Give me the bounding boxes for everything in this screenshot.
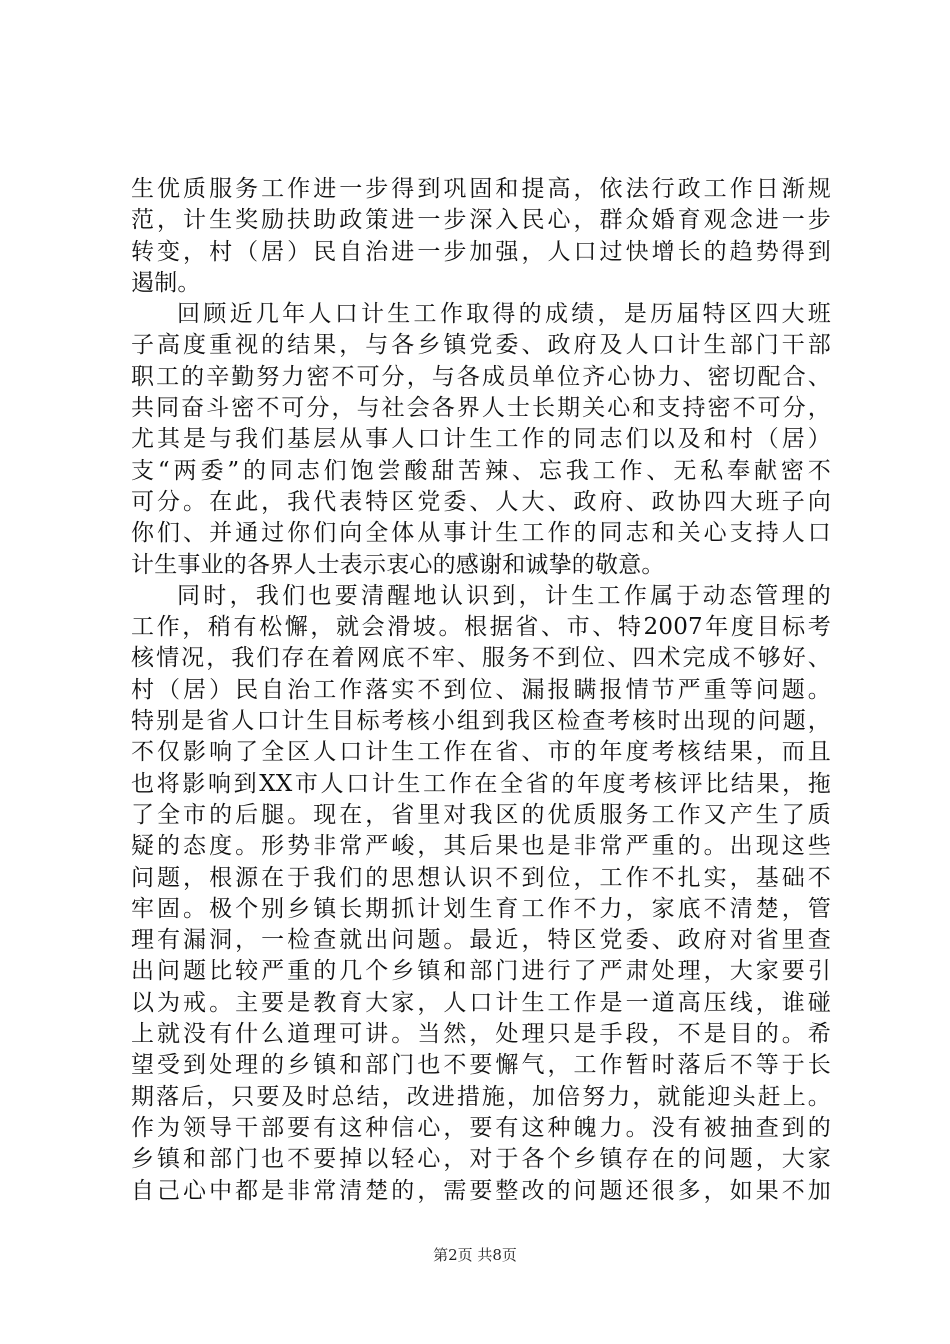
text-line: 同时，我们也要清醒地认识到，计生工作属于动态管理的 (177, 582, 831, 609)
text-line: 你们、并通过你们向全体从事计生工作的同志和关心支持人口 (131, 520, 831, 547)
text-line: 问题，根源在于我们的思想认识不到位，工作不扎实，基础不 (131, 864, 831, 891)
text-line: 村（居）民自治工作落实不到位、漏报瞒报情节严重等问题。 (131, 676, 831, 703)
text-line: 理有漏洞，一检查就出问题。最近，特区党委、政府对省里查 (131, 927, 831, 954)
text-line: 上就没有什么道理可讲。当然，处理只是手段，不是目的。希 (131, 1021, 831, 1048)
text-line: 自己心中都是非常清楚的，需要整改的问题还很多，如果不加 (131, 1177, 831, 1204)
text-line: 遏制。 (131, 269, 201, 296)
text-line: 也将影响到XX市人口计生工作在全省的年度考核评比结果，拖 (131, 770, 831, 797)
text-line: 了全市的后腿。现在，省里对我区的优质服务工作又产生了质 (131, 801, 831, 828)
text-line: 以为戒。主要是教育大家，人口计生工作是一道高压线，谁碰 (131, 989, 831, 1016)
text-line: 乡镇和部门也不要掉以轻心，对于各个乡镇存在的问题，大家 (131, 1146, 831, 1173)
text-line: 计生事业的各界人士表示衷心的感谢和诚挚的敬意。 (131, 551, 665, 578)
text-line: 作为领导干部要有这种信心，要有这种魄力。没有被抽查到的 (131, 1114, 831, 1141)
text-line: 子高度重视的结果，与各乡镇党委、政府及人口计生部门干部 (131, 332, 831, 359)
text-line: 疑的态度。形势非常严峻，其后果也是非常严重的。出现这些 (131, 833, 831, 860)
text-line: 出问题比较严重的几个乡镇和部门进行了严肃处理，大家要引 (131, 958, 831, 985)
body-text (131, 174, 831, 1207)
page-footer: 第2页 共8页 (433, 1246, 517, 1264)
text-line: 望受到处理的乡镇和部门也不要懈气，工作暂时落后不等于长 (131, 1052, 831, 1079)
text-line: 期落后，只要及时总结，改进措施，加倍努力，就能迎头赶上。 (131, 1083, 831, 1110)
text-line: 特别是省人口计生目标考核小组到我区检查考核时出现的问题， (131, 708, 831, 735)
text-line: 生优质服务工作进一步得到巩固和提高，依法行政工作日渐规 (131, 176, 831, 202)
text-line: 回顾近几年人口计生工作取得的成绩，是历届特区四大班 (177, 301, 831, 328)
text-line: 范，计生奖励扶助政策进一步深入民心，群众婚育观念进一步 (131, 207, 831, 234)
text-line: 尤其是与我们基层从事人口计生工作的同志们以及和村（居） (131, 426, 831, 453)
text-line: 转变，村（居）民自治进一步加强，人口过快增长的趋势得到 (131, 238, 831, 265)
text-line: 工作，稍有松懈，就会滑坡。根据省、市、特2007年度目标考 (131, 614, 831, 641)
text-line: 职工的辛勤努力密不可分，与各成员单位齐心协力、密切配合、 (131, 363, 831, 390)
text-line: 支“两委”的同志们饱尝酸甜苦辣、忘我工作、无私奉献密不 (131, 457, 831, 484)
text-line: 不仅影响了全区人口计生工作在省、市的年度考核结果，而且 (131, 739, 831, 766)
text-line: 可分。在此，我代表特区党委、人大、政府、政协四大班子向 (131, 488, 831, 515)
text-line: 核情况，我们存在着网底不牢、服务不到位、四术完成不够好、 (131, 645, 831, 672)
text-line: 牢固。极个别乡镇长期抓计划生育工作不力，家底不清楚，管 (131, 895, 831, 922)
text-line: 共同奋斗密不可分，与社会各界人士长期关心和支持密不可分， (131, 395, 831, 422)
